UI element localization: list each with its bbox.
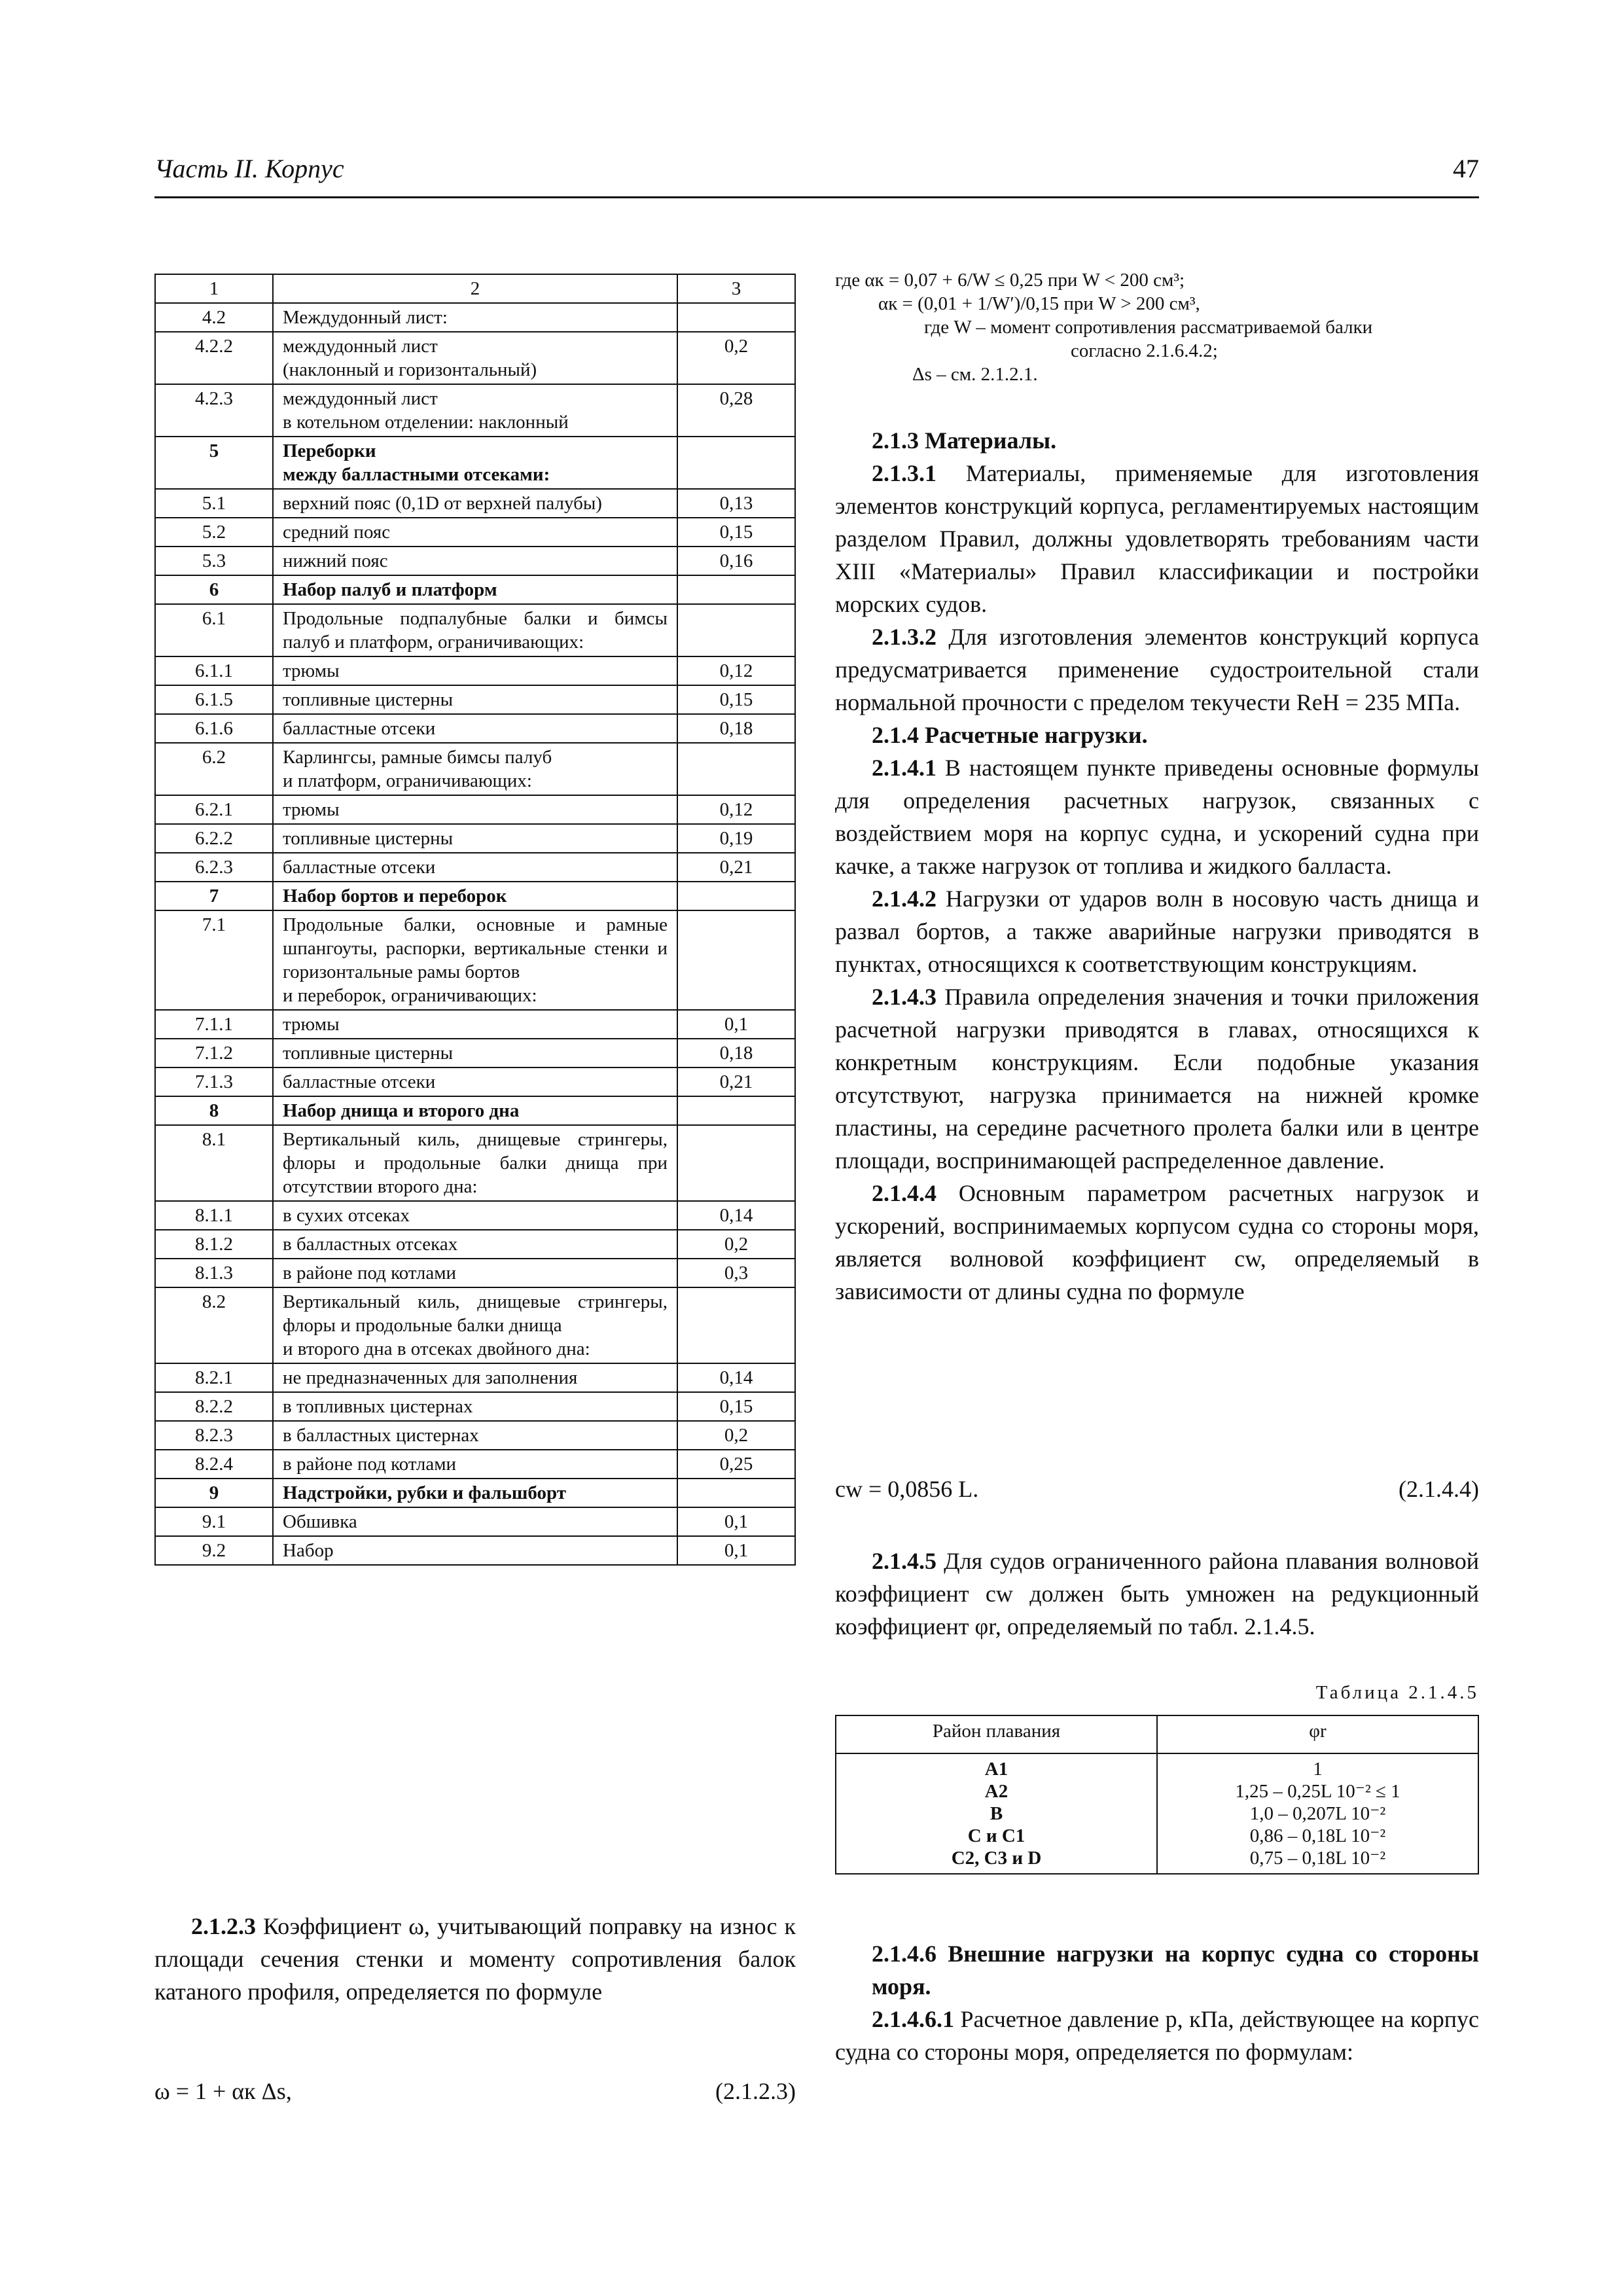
row-description: балластные отсеки [273,714,677,743]
table-row [155,604,795,656]
para-number: 2.1.3.2 [872,624,936,650]
where-block [835,268,1483,386]
para-text: Для изготовления элементов конструкций корпуса предусматривается применение судостроительной стали нормальной прочности с пределом текучести ReH = 235 МПа. [835,624,1479,715]
table-2-1-4-5 [835,1682,1479,1874]
row-number: 4.2.3 [155,384,273,437]
table-row [155,910,795,1010]
para-text: Нагрузки от ударов волн в носовую часть днища и развал бортов, а также аварийные нагрузки приводятся в пунктах, относящихся к соответствующим конструкциям. [835,886,1479,977]
table-row [155,1039,795,1067]
page-number: 47 [1453,154,1479,183]
row-description: не предназначенных для заполнения [273,1363,677,1392]
table-row [155,547,795,575]
table-row [155,1230,795,1259]
row-description: верхний пояс (0,1D от верхней палубы) [273,489,677,518]
row-number: 6.2.3 [155,853,273,882]
table-row [155,1392,795,1421]
row-number: 6.1.6 [155,714,273,743]
phi-value: 0,86 – 0,18L 10⁻² [1249,1825,1386,1846]
paragraph-2-1-4-5 [835,1545,1479,1643]
row-number: 6.2.2 [155,824,273,853]
row-description: Продольные подпалубные балки и бимсы палуб и платформ, ограничивающих: [273,604,677,656]
row-coefficient: 0,28 [677,384,795,437]
table-row [155,1287,795,1363]
where-line-4: согласно 2.1.6.4.2; [1071,340,1218,361]
row-coefficient [677,882,795,910]
row-coefficient: 0,21 [677,1067,795,1096]
phi-value: 1,0 – 0,207L 10⁻² [1249,1803,1386,1824]
row-number: 8.2.4 [155,1450,273,1479]
paragraph-2-1-2-3 [154,1910,796,2008]
region-value: C и C1 [967,1825,1026,1846]
row-coefficient: 0,16 [677,547,795,575]
region-value: A2 [984,1781,1008,1802]
row-description: балластные отсеки [273,1067,677,1096]
where-line-5: Δs – см. 2.1.2.1. [912,364,1038,385]
row-description: Надстройки, рубки и фальшборт [273,1479,677,1507]
formula-number: (2.1.2.3) [715,2078,796,2104]
para-text: Материалы, применяемые для изготовления элементов конструкций корпуса, регламентируемых настоящим разделом Правил, должны удовлетворять требованиям части XIII «Материалы» Правил классификации и постройки морских судов. [835,460,1479,617]
where-line-3: где W – момент сопротивления рассматриваемой балки [924,317,1373,338]
row-coefficient: 0,3 [677,1259,795,1287]
row-coefficient: 0,21 [677,853,795,882]
para-number: 2.1.3.1 [872,460,936,486]
row-number: 5.3 [155,547,273,575]
table-row [155,1479,795,1507]
row-description: в районе под котлами [273,1259,677,1287]
row-coefficient: 0,2 [677,332,795,384]
row-number: 7 [155,882,273,910]
para-text: Основным параметром расчетных нагрузок и ускорений, воспринимаемых корпусом судна со стороны моря, является волновой коэффициент cw, определяемый в зависимости от длины судна по формуле [835,1180,1479,1304]
row-coefficient [677,303,795,332]
table-row [155,1507,795,1536]
row-number: 8.1.2 [155,1230,273,1259]
row-number: 8.1.3 [155,1259,273,1287]
row-number: 6.1 [155,604,273,656]
right-column-text [835,424,1479,1308]
row-coefficient [677,575,795,604]
row-description: средний пояс [273,518,677,547]
row-number: 6.1.1 [155,656,273,685]
row-number: 9.2 [155,1536,273,1565]
col-header-3: 3 [677,274,795,303]
formula-2-1-2-3 [154,2075,796,2108]
region-value: C2, C3 и D [951,1848,1042,1869]
row-coefficient: 0,2 [677,1230,795,1259]
row-description: Набор [273,1536,677,1565]
para-text: Для судов ограниченного района плавания волновой коэффициент cw должен быть умножен на редукционный коэффициент φr, определяемый по табл. 2.1.4.5. [835,1548,1479,1640]
row-description: междудонный лист (наклонный и горизонтальный) [273,332,677,384]
row-number: 7.1 [155,910,273,1010]
row-coefficient [677,1125,795,1201]
para-number: 2.1.4.4 [872,1180,936,1206]
row-description: трюмы [273,656,677,685]
row-description: балластные отсеки [273,853,677,882]
where-line-2: αк = (0,01 + 1/W′)/0,15 при W > 200 см³, [878,293,1200,314]
row-description: в сухих отсеках [273,1201,677,1230]
row-description: нижний пояс [273,547,677,575]
row-number: 4.2 [155,303,273,332]
phi-value: 0,75 – 0,18L 10⁻² [1249,1848,1386,1869]
row-coefficient: 0,14 [677,1201,795,1230]
paragraph-2-1-4-6-1 [835,2003,1479,2068]
row-coefficient: 0,1 [677,1010,795,1039]
row-description: Вертикальный киль, днищевые стрингеры, флоры и продольные балки днища при отсутствии второго дна: [273,1125,677,1201]
row-coefficient: 0,2 [677,1421,795,1450]
table-row [155,824,795,853]
row-coefficient [677,1096,795,1125]
para-text: В настоящем пункте приведены основные формулы для определения расчетных нагрузок, связанных с воздействием моря на корпус судна, и ускорений судна при качке, а также нагрузок от топлива и жидкого балласта. [835,755,1479,879]
paragraph-2-1-4-2 [835,882,1479,980]
para-text: Расчетное давление p, кПа, действующее на корпус судна со стороны моря, определяется по формулам: [835,2006,1479,2065]
formula-text: cw = 0,0856 L. [835,1476,979,1502]
row-number: 6 [155,575,273,604]
row-description: Обшивка [273,1507,677,1536]
para-number: 2.1.4.2 [872,886,936,912]
table-row [155,1201,795,1230]
row-description: Междудонный лист: [273,303,677,332]
para-number: 2.1.4.5 [872,1548,936,1574]
paragraph-2-1-4-4 [835,1177,1479,1308]
table-header-row [155,274,795,303]
row-coefficient: 0,18 [677,1039,795,1067]
row-description: Набор бортов и переборок [273,882,677,910]
table-row [155,575,795,604]
row-description: Набор палуб и платформ [273,575,677,604]
row-description: в балластных цистернах [273,1421,677,1450]
row-coefficient: 0,25 [677,1450,795,1479]
row-number: 4.2.2 [155,332,273,384]
row-coefficient: 0,1 [677,1536,795,1565]
table-row [155,1096,795,1125]
table-row [155,882,795,910]
table-row [155,1259,795,1287]
para-text: Правила определения значения и точки приложения расчетной нагрузки приводятся в главах, относящихся к конкретным конструкциям. Если подобные указания отсутствуют, нагрузка принимается на нижней кромке пластины, на середине расчетного пролета балки или в центре площади, воспринимающей распределенное давление. [835,984,1479,1174]
region-value: A1 [984,1759,1008,1780]
row-coefficient: 0,12 [677,795,795,824]
row-description: Вертикальный киль, днищевые стрингеры, флоры и продольные балки днища и второго дна в отсеках двойного дна: [273,1287,677,1363]
row-description: в топливных цистернах [273,1392,677,1421]
row-number: 7.1.1 [155,1010,273,1039]
row-number: 8.2.3 [155,1421,273,1450]
section-2-1-4-6 [835,1937,1479,2068]
row-description: в балластных отсеках [273,1230,677,1259]
row-description: трюмы [273,1010,677,1039]
row-coefficient [677,437,795,489]
heading-2-1-4: 2.1.4 Расчетные нагрузки. [872,722,1148,748]
row-number: 5 [155,437,273,489]
row-coefficient: 0,12 [677,656,795,685]
row-number: 6.1.5 [155,685,273,714]
table-caption: Таблица 2.1.4.5 [1315,1682,1479,1703]
para-number: 2.1.4.3 [872,984,936,1010]
table-row [155,489,795,518]
para-number: 2.1.4.6.1 [872,2006,954,2032]
row-number: 7.1.2 [155,1039,273,1067]
row-coefficient: 0,18 [677,714,795,743]
region-value: B [990,1803,1003,1824]
where-line-1: где αк = 0,07 + 6/W ≤ 0,25 при W < 200 см³; [835,270,1185,291]
row-coefficient: 0,15 [677,685,795,714]
col-header-2: 2 [273,274,677,303]
table-row [155,1450,795,1479]
table-row [155,853,795,882]
row-number: 6.2.1 [155,795,273,824]
row-number: 8.2.1 [155,1363,273,1392]
paragraph-2-1-3-1 [835,457,1479,620]
table-row [155,518,795,547]
row-coefficient [677,910,795,1010]
table-row [155,1421,795,1450]
row-coefficient: 0,15 [677,518,795,547]
row-description: междудонный лист в котельном отделении: наклонный [273,384,677,437]
row-description: топливные цистерны [273,824,677,853]
table-row [155,332,795,384]
formula-text: ω = 1 + αк Δs, [154,2078,292,2104]
phi-value: 1,25 – 0,25L 10⁻² ≤ 1 [1235,1781,1400,1802]
row-number: 7.1.3 [155,1067,273,1096]
row-number: 9 [155,1479,273,1507]
para-text: Коэффициент ω, учитывающий поправку на износ к площади сечения стенки и моменту сопротивления балок катаного профиля, определяется по формуле [154,1913,796,2005]
row-description: топливные цистерны [273,1039,677,1067]
table-header-row [836,1715,1478,1753]
row-description: Карлингсы, рамные бимсы палуб и платформ, ограничивающих: [273,743,677,795]
phi-value: 1 [1313,1759,1323,1780]
row-coefficient: 0,15 [677,1392,795,1421]
row-number: 6.2 [155,743,273,795]
formula-2-1-4-4 [835,1473,1479,1505]
table-row [155,1125,795,1201]
table-row [836,1753,1478,1874]
para-number: 2.1.2.3 [191,1913,256,1939]
row-coefficient [677,1287,795,1363]
para-number: 2.1.4.1 [872,755,936,781]
header-region: Район плавания [836,1715,1157,1753]
table-row [155,714,795,743]
phi-list [1157,1753,1478,1874]
header-phi: φr [1157,1715,1478,1753]
table-row [155,437,795,489]
table-row [155,685,795,714]
row-description: трюмы [273,795,677,824]
row-number: 8.1.1 [155,1201,273,1230]
row-description: топливные цистерны [273,685,677,714]
table-row [155,1536,795,1565]
paragraph-2-1-3-2 [835,620,1479,719]
region-coefficient-table [835,1715,1479,1874]
row-coefficient [677,604,795,656]
row-coefficient: 0,1 [677,1507,795,1536]
coefficient-table [154,274,796,1566]
running-header [154,153,1479,198]
heading-2-1-3: 2.1.3 Материалы. [872,427,1057,454]
row-number: 8.2.2 [155,1392,273,1421]
col-header-1: 1 [155,274,273,303]
table-row [155,384,795,437]
region-list [836,1753,1157,1874]
paragraph-2-1-4-1 [835,751,1479,882]
table-row [155,1010,795,1039]
row-coefficient [677,1479,795,1507]
table-row [155,656,795,685]
heading-2-1-4-6: 2.1.4.6 Внешние нагрузки на корпус судна со стороны моря. [872,1941,1479,2000]
table-row [155,795,795,824]
row-number: 8.2 [155,1287,273,1363]
table-row [155,1067,795,1096]
row-number: 8 [155,1096,273,1125]
row-number: 9.1 [155,1507,273,1536]
row-description: Переборки между балластными отсеками: [273,437,677,489]
table-row [155,303,795,332]
row-coefficient: 0,14 [677,1363,795,1392]
formula-number: (2.1.4.4) [1399,1476,1479,1502]
row-coefficient: 0,19 [677,824,795,853]
row-description: в районе под котлами [273,1450,677,1479]
row-description: Набор днища и второго дна [273,1096,677,1125]
part-title: Часть II. Корпус [154,154,344,183]
row-number: 5.2 [155,518,273,547]
row-coefficient [677,743,795,795]
row-number: 8.1 [155,1125,273,1201]
paragraph-2-1-4-3 [835,980,1479,1177]
row-coefficient: 0,13 [677,489,795,518]
row-number: 5.1 [155,489,273,518]
table-row [155,1363,795,1392]
row-description: Продольные балки, основные и рамные шпангоуты, распорки, вертикальные стенки и горизонтальные рамы бортов и переборок, ограничивающих: [273,910,677,1010]
table-row [155,743,795,795]
